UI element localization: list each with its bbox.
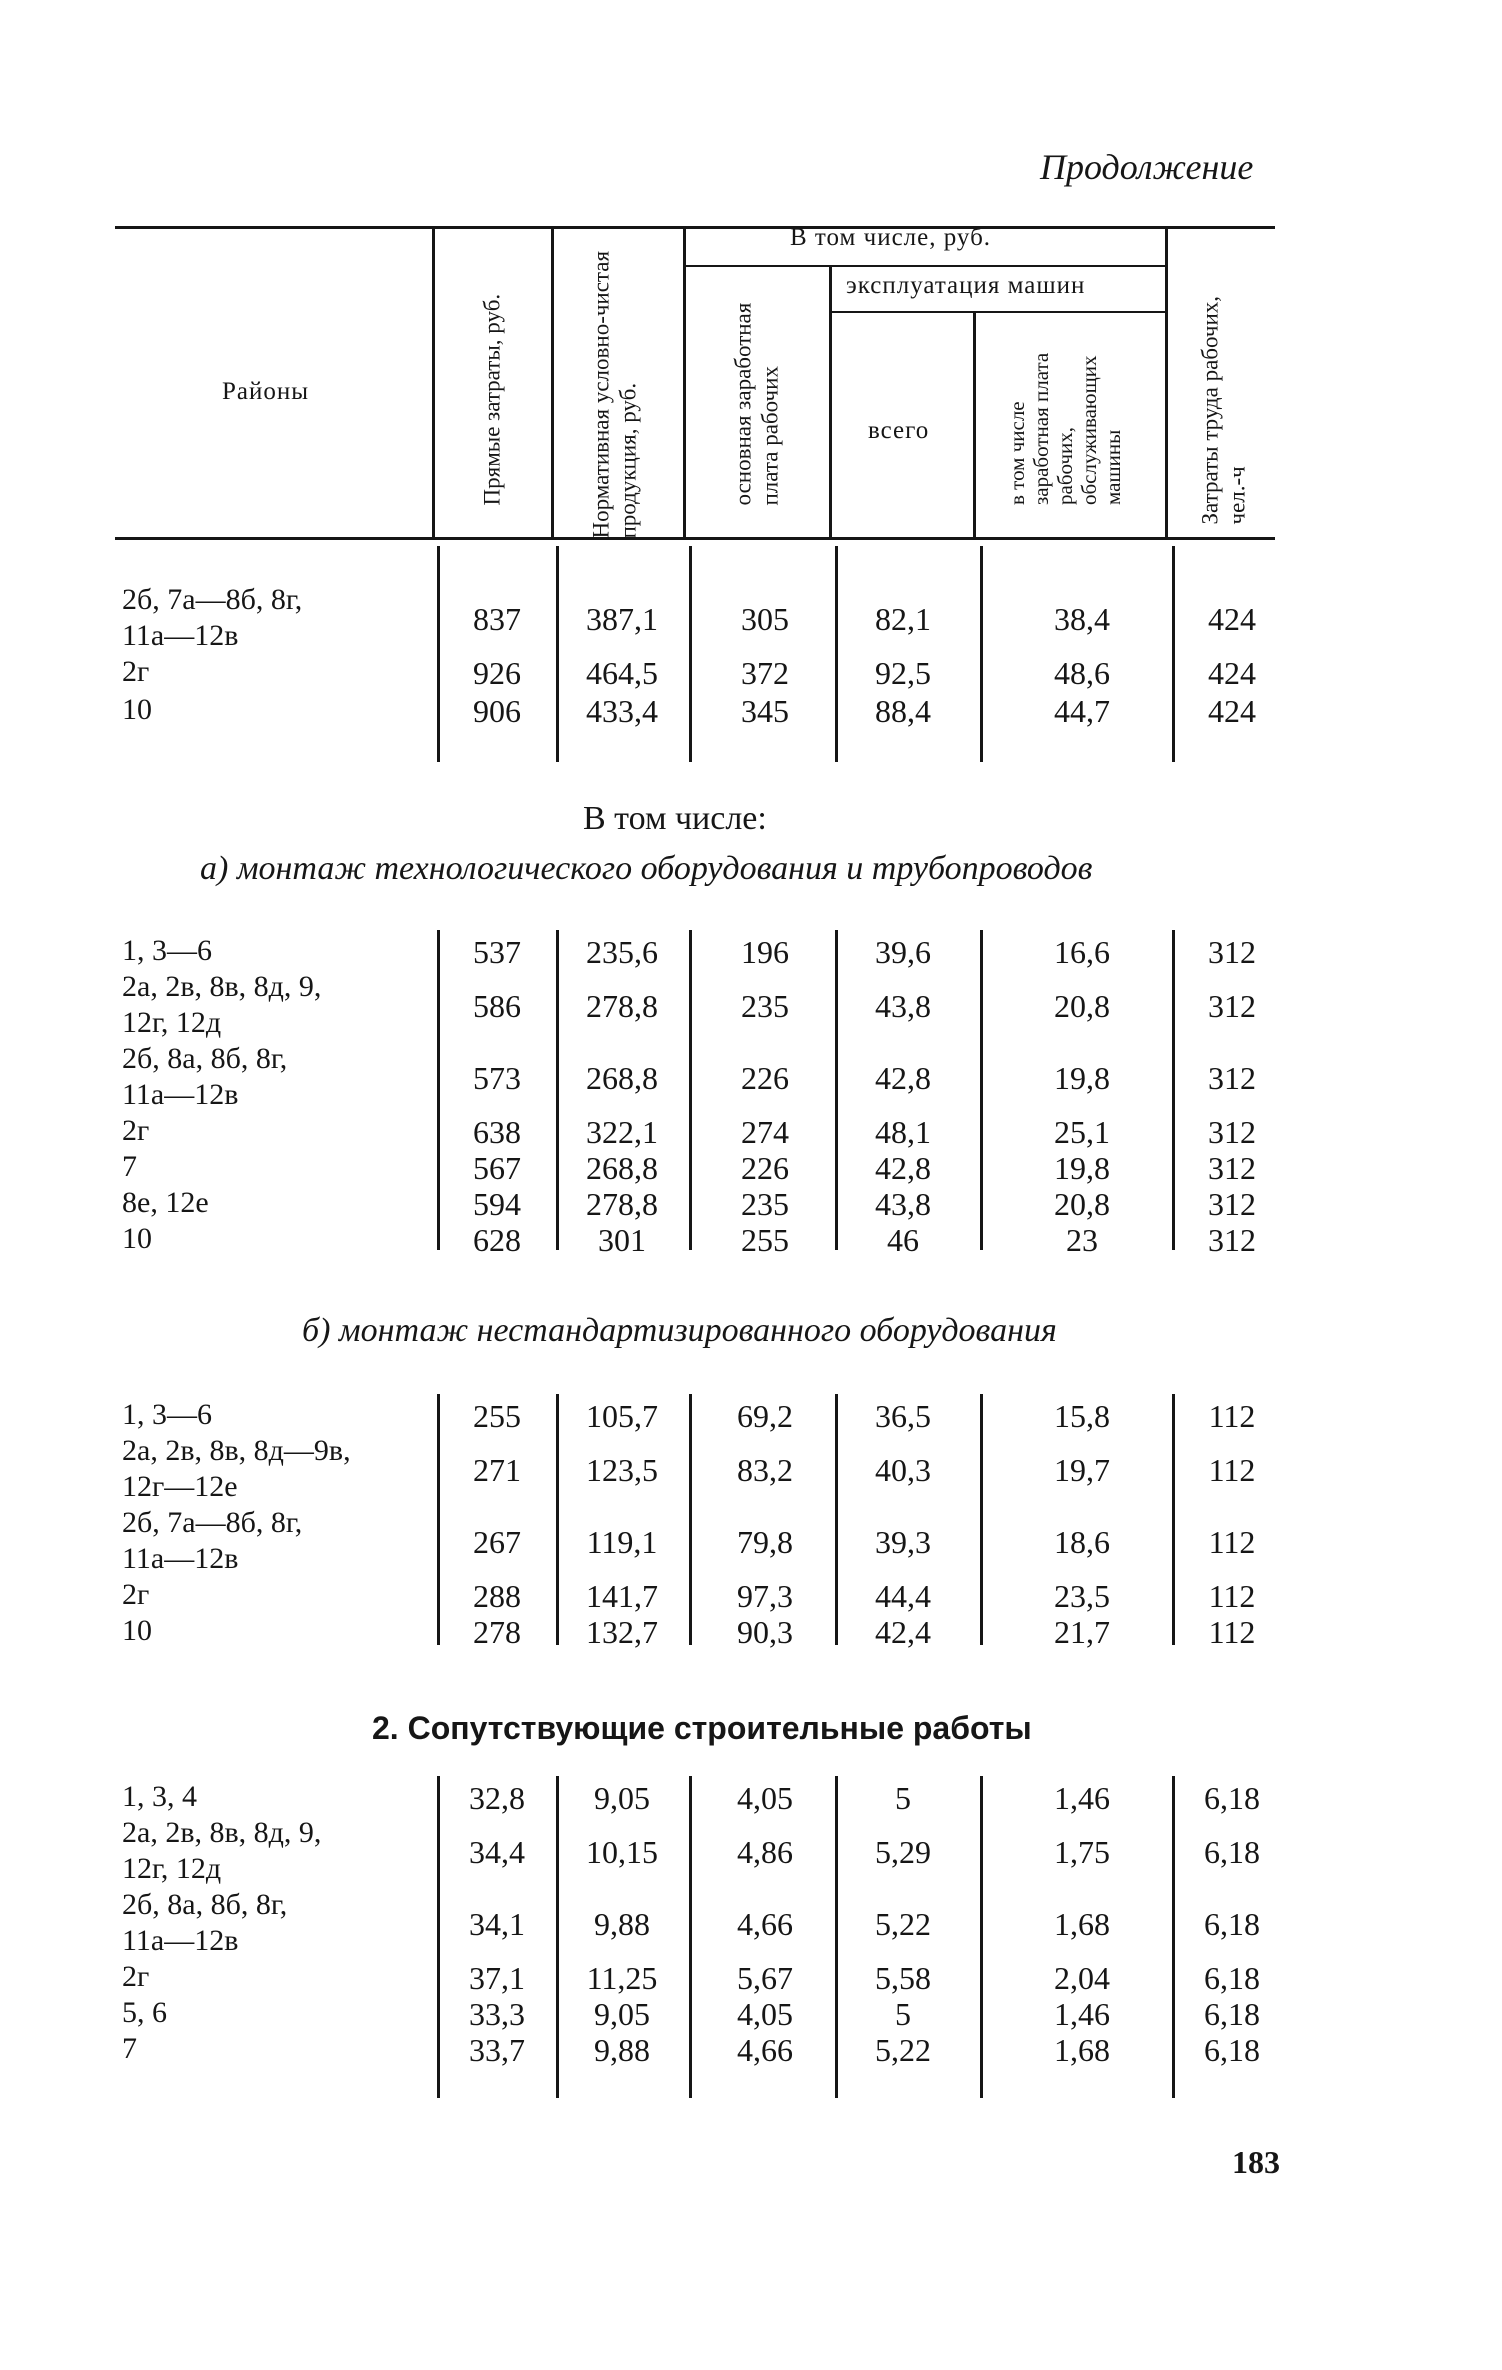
table-cell: 46 xyxy=(887,1222,919,1258)
table-cell: 88,4 xyxy=(875,693,931,729)
row-label: 7 xyxy=(122,2032,137,2065)
table-cell: 32,8 xyxy=(469,1780,525,1816)
table-cell: 42,8 xyxy=(875,1150,931,1186)
table-cell: 9,05 xyxy=(594,1996,650,2032)
column-rule xyxy=(1172,546,1175,762)
header-col-divider xyxy=(1165,228,1168,538)
table-cell: 594 xyxy=(473,1186,521,1222)
table-cell: 5,22 xyxy=(875,1906,931,1942)
table-cell: 278,8 xyxy=(586,988,658,1024)
table-cell: 33,7 xyxy=(469,2032,525,2068)
table-cell: 18,6 xyxy=(1054,1524,1110,1560)
column-rule xyxy=(835,546,838,762)
table-cell: 5,67 xyxy=(737,1960,793,1996)
table-cell: 11,25 xyxy=(586,1960,658,1996)
header-col-divider xyxy=(551,228,554,538)
table-cell: 5,29 xyxy=(875,1834,931,1870)
table-cell: 79,8 xyxy=(737,1524,793,1560)
row-label: 2б, 8а, 8б, 8г, xyxy=(122,1042,288,1075)
table-cell: 15,8 xyxy=(1054,1398,1110,1434)
row-label: 10 xyxy=(122,693,152,726)
table-cell: 39,3 xyxy=(875,1524,931,1560)
table-cell: 5 xyxy=(895,1996,911,2032)
including-header: В том числе, руб. xyxy=(790,224,992,251)
table-cell: 4,05 xyxy=(737,1780,793,1816)
table-cell: 4,05 xyxy=(737,1996,793,2032)
table-cell: 837 xyxy=(473,601,521,637)
table-cell: 312 xyxy=(1208,934,1256,970)
table-cell: 312 xyxy=(1208,1114,1256,1150)
table-cell: 83,2 xyxy=(737,1452,793,1488)
table-cell: 267 xyxy=(473,1524,521,1560)
table-cell: 48,6 xyxy=(1054,655,1110,691)
table-cell: 34,1 xyxy=(469,1906,525,1942)
table-cell: 90,3 xyxy=(737,1614,793,1650)
table-cell: 268,8 xyxy=(586,1150,658,1186)
including-subheader-rule xyxy=(685,265,1165,267)
table-cell: 112 xyxy=(1208,1524,1256,1560)
column-rule xyxy=(689,546,692,762)
row-label: 11а—12в xyxy=(122,1542,239,1575)
table-cell: 226 xyxy=(741,1060,789,1096)
table-cell: 19,7 xyxy=(1054,1452,1110,1488)
table-cell: 255 xyxy=(473,1398,521,1434)
row-label: 11а—12в xyxy=(122,619,239,652)
table-cell: 464,5 xyxy=(586,655,658,691)
row-label: 2б, 8а, 8б, 8г, xyxy=(122,1888,288,1921)
row-label: 11а—12в xyxy=(122,1924,239,1957)
table-cell: 112 xyxy=(1208,1398,1256,1434)
table-cell: 235,6 xyxy=(586,934,658,970)
table-cell: 5 xyxy=(895,1780,911,1816)
table-cell: 537 xyxy=(473,934,521,970)
table-cell: 112 xyxy=(1208,1452,1256,1488)
table-cell: 424 xyxy=(1208,655,1256,691)
table-cell: 10,15 xyxy=(586,1834,658,1870)
column-rule xyxy=(980,546,983,762)
table-cell: 36,5 xyxy=(875,1398,931,1434)
table-cell: 2,04 xyxy=(1054,1960,1110,1996)
table-cell: 268,8 xyxy=(586,1060,658,1096)
section-b-title: б) монтаж нестандартизированного оборудования xyxy=(302,1312,1057,1349)
table-cell: 628 xyxy=(473,1222,521,1258)
row-label: 7 xyxy=(122,1150,137,1183)
table-cell: 9,88 xyxy=(594,2032,650,2068)
table-cell: 6,18 xyxy=(1204,1834,1260,1870)
table-cell: 141,7 xyxy=(586,1578,658,1614)
table-cell: 387,1 xyxy=(586,601,658,637)
row-label: 2а, 2в, 8в, 8д, 9, xyxy=(122,1816,322,1849)
table-cell: 19,8 xyxy=(1054,1060,1110,1096)
table-cell: 1,68 xyxy=(1054,2032,1110,2068)
row-label: 12г, 12д xyxy=(122,1852,222,1885)
header-col-divider xyxy=(683,228,686,538)
page-number: 183 xyxy=(1232,2144,1280,2180)
row-label: 2б, 7а—8б, 8г, xyxy=(122,1506,303,1539)
table-cell: 235 xyxy=(741,988,789,1024)
table-cell: 34,4 xyxy=(469,1834,525,1870)
table-cell: 226 xyxy=(741,1150,789,1186)
table-cell: 5,58 xyxy=(875,1960,931,1996)
column-rule xyxy=(689,1394,692,1645)
table-cell: 906 xyxy=(473,693,521,729)
table-cell: 372 xyxy=(741,655,789,691)
table-cell: 69,2 xyxy=(737,1398,793,1434)
table-cell: 132,7 xyxy=(586,1614,658,1650)
row-label: 10 xyxy=(122,1614,152,1647)
table-cell: 9,88 xyxy=(594,1906,650,1942)
table-cell: 97,3 xyxy=(737,1578,793,1614)
header-col-divider xyxy=(432,228,435,538)
table-cell: 6,18 xyxy=(1204,2032,1260,2068)
labor-costs-header: Затраты труда рабочих, чел.-ч xyxy=(1197,295,1250,525)
table-cell: 82,1 xyxy=(875,601,931,637)
table-cell: 638 xyxy=(473,1114,521,1150)
table-cell: 5,22 xyxy=(875,2032,931,2068)
table-cell: 21,7 xyxy=(1054,1614,1110,1650)
row-label: 2г xyxy=(122,1960,150,1993)
table-cell: 20,8 xyxy=(1054,1186,1110,1222)
regions-header: Районы xyxy=(222,378,310,405)
table-cell: 312 xyxy=(1208,1222,1256,1258)
table-cell: 119,1 xyxy=(586,1524,658,1560)
table-cell: 926 xyxy=(473,655,521,691)
table-cell: 48,1 xyxy=(875,1114,931,1150)
column-rule xyxy=(689,930,692,1250)
normative-production-header: Нормативная условно-чистая продукция, руб. xyxy=(588,250,641,539)
table-cell: 312 xyxy=(1208,988,1256,1024)
table-cell: 274 xyxy=(741,1114,789,1150)
table-cell: 43,8 xyxy=(875,988,931,1024)
table-cell: 235 xyxy=(741,1186,789,1222)
row-label: 1, 3, 4 xyxy=(122,1780,197,1813)
row-label: 2г xyxy=(122,1114,150,1147)
table-cell: 424 xyxy=(1208,601,1256,637)
table-cell: 288 xyxy=(473,1578,521,1614)
basic-wage-header: основная заработная плата рабочих xyxy=(730,302,783,506)
machine-wage-header: в том числе заработная плата рабочих, обслуживающих машины xyxy=(1005,352,1125,505)
row-label: 11а—12в xyxy=(122,1078,239,1111)
table-cell: 567 xyxy=(473,1150,521,1186)
column-rule xyxy=(689,1776,692,2098)
table-cell: 6,18 xyxy=(1204,1780,1260,1816)
table-cell: 9,05 xyxy=(594,1780,650,1816)
table-cell: 20,8 xyxy=(1054,988,1110,1024)
column-rule xyxy=(980,1776,983,2098)
table-cell: 44,4 xyxy=(875,1578,931,1614)
header-col-divider xyxy=(973,313,976,538)
table-cell: 4,66 xyxy=(737,1906,793,1942)
table-cell: 322,1 xyxy=(586,1114,658,1150)
row-label: 5, 6 xyxy=(122,1996,167,2029)
table-cell: 42,8 xyxy=(875,1060,931,1096)
row-label: 2б, 7а—8б, 8г, xyxy=(122,583,303,616)
table-cell: 312 xyxy=(1208,1186,1256,1222)
table-cell: 4,86 xyxy=(737,1834,793,1870)
table-cell: 6,18 xyxy=(1204,1960,1260,1996)
header-col-divider xyxy=(829,267,832,538)
column-rule xyxy=(835,1776,838,2098)
table-cell: 112 xyxy=(1208,1614,1256,1650)
table-cell: 433,4 xyxy=(586,693,658,729)
header-top-rule xyxy=(115,226,1275,229)
row-label: 12г—12е xyxy=(122,1470,238,1503)
table-cell: 38,4 xyxy=(1054,601,1110,637)
including-label: В том числе: xyxy=(583,800,767,837)
table-cell: 40,3 xyxy=(875,1452,931,1488)
table-cell: 573 xyxy=(473,1060,521,1096)
table-cell: 278,8 xyxy=(586,1186,658,1222)
row-label: 2а, 2в, 8в, 8д—9в, xyxy=(122,1434,351,1467)
table-cell: 1,75 xyxy=(1054,1834,1110,1870)
table-cell: 1,46 xyxy=(1054,1996,1110,2032)
table-cell: 6,18 xyxy=(1204,1906,1260,1942)
column-rule xyxy=(556,546,559,762)
table-cell: 44,7 xyxy=(1054,693,1110,729)
row-label: 12г, 12д xyxy=(122,1006,222,1039)
row-label: 10 xyxy=(122,1222,152,1255)
table-cell: 305 xyxy=(741,601,789,637)
table-cell: 42,4 xyxy=(875,1614,931,1650)
table-cell: 1,46 xyxy=(1054,1780,1110,1816)
row-label: 2г xyxy=(122,655,150,688)
table-cell: 4,66 xyxy=(737,2032,793,2068)
table-cell: 424 xyxy=(1208,693,1256,729)
table-cell: 23 xyxy=(1066,1222,1098,1258)
table-cell: 19,8 xyxy=(1054,1150,1110,1186)
table-cell: 43,8 xyxy=(875,1186,931,1222)
column-rule xyxy=(437,546,440,762)
table-cell: 112 xyxy=(1208,1578,1256,1614)
machine-subheader-rule xyxy=(830,311,1165,313)
table-cell: 312 xyxy=(1208,1060,1256,1096)
table-cell: 105,7 xyxy=(586,1398,658,1434)
section-a-title: а) монтаж технологического оборудования и трубопроводов xyxy=(200,850,1093,887)
table-cell: 345 xyxy=(741,693,789,729)
table-cell: 123,5 xyxy=(586,1452,658,1488)
row-label: 2г xyxy=(122,1578,150,1611)
column-rule xyxy=(835,930,838,1250)
header-bottom-rule xyxy=(115,537,1275,540)
column-rule xyxy=(835,1394,838,1645)
row-label: 1, 3—6 xyxy=(122,934,212,967)
table-cell: 25,1 xyxy=(1054,1114,1110,1150)
table-cell: 39,6 xyxy=(875,934,931,970)
column-rule xyxy=(980,1394,983,1645)
table-cell: 92,5 xyxy=(875,655,931,691)
row-label: 2а, 2в, 8в, 8д, 9, xyxy=(122,970,322,1003)
table-cell: 37,1 xyxy=(469,1960,525,1996)
continuation-label: Продолжение xyxy=(1040,147,1254,187)
table-cell: 312 xyxy=(1208,1150,1256,1186)
table-cell: 23,5 xyxy=(1054,1578,1110,1614)
table-cell: 271 xyxy=(473,1452,521,1488)
machine-operation-header: эксплуатация машин xyxy=(846,272,1086,299)
table-cell: 16,6 xyxy=(1054,934,1110,970)
table-cell: 6,18 xyxy=(1204,1996,1260,2032)
column-rule xyxy=(980,930,983,1250)
row-label: 8е, 12е xyxy=(122,1186,209,1219)
table-cell: 301 xyxy=(598,1222,646,1258)
total-header: всего xyxy=(868,417,930,444)
direct-costs-header: Прямые затраты, руб. xyxy=(479,293,505,506)
row-label: 1, 3—6 xyxy=(122,1398,212,1431)
table-cell: 196 xyxy=(741,934,789,970)
table-cell: 33,3 xyxy=(469,1996,525,2032)
table-cell: 255 xyxy=(741,1222,789,1258)
section-2-title: 2. Сопутствующие строительные работы xyxy=(372,1710,1032,1746)
table-cell: 1,68 xyxy=(1054,1906,1110,1942)
table-cell: 586 xyxy=(473,988,521,1024)
table-cell: 278 xyxy=(473,1614,521,1650)
